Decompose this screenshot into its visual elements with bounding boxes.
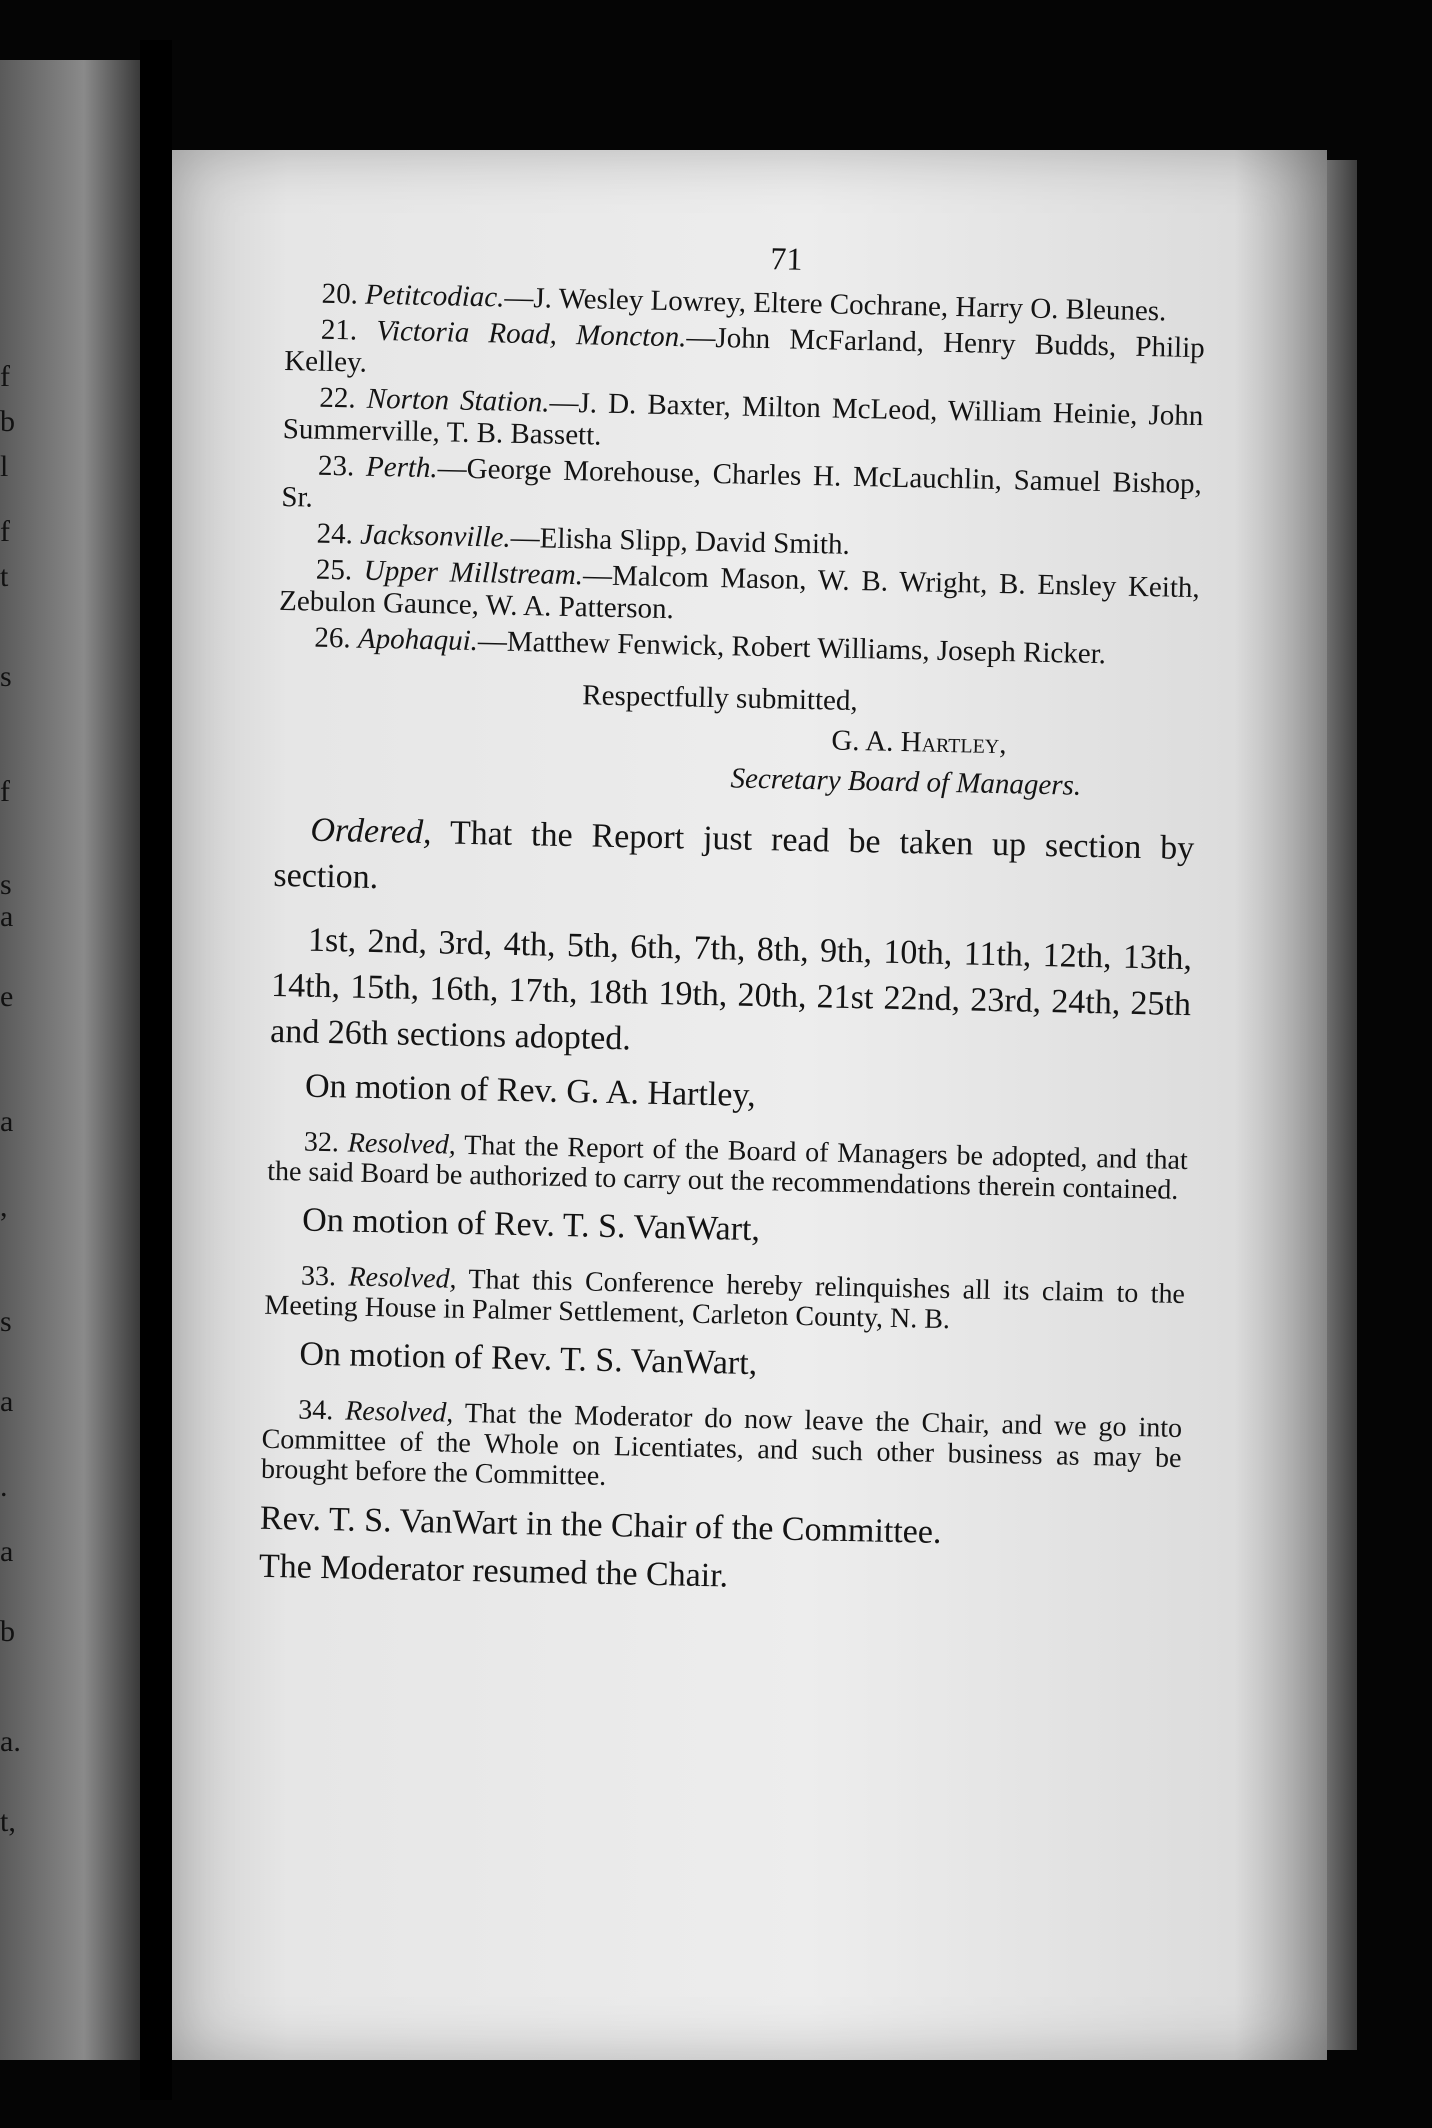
left-fragment: , — [0, 1190, 8, 1223]
motion-line: On motion of Rev. G. A. Hartley, — [304, 1067, 757, 1115]
motion-line: On motion of Rev. T. S. VanWart, — [299, 1335, 758, 1383]
place-name: Upper Millstream. — [363, 554, 584, 592]
place-name: Victoria Road, Moncton. — [376, 314, 687, 354]
closing-line: The Moderator resumed the Chair. — [258, 1547, 729, 1595]
signatory-title: Secretary Board of Managers. — [730, 762, 1082, 802]
resolution-33: 33. Resolved, That this Conference hereby relinquishes all its claim to the Meeting House in Palmer Settlement, Carleton County, N. B. — [264, 1260, 1186, 1336]
book-page — [172, 150, 1327, 2060]
place-name: Perth. — [365, 450, 439, 485]
list-item: 24. Jacksonville.—Elisha Slipp, David Smith. — [316, 517, 851, 561]
list-item: 20. Petitcodiac.—J. Wesley Lowrey, Eltere Cochrane, Harry O. Bleunes. — [321, 277, 1167, 328]
motion-line: On motion of Rev. T. S. VanWart, — [301, 1201, 761, 1249]
resolution-34: 34. Resolved, That the Moderator do now leave the Chair, and we go into Committee of the Whole on Licentiates, and such other business as may be brought before the Committee. — [260, 1394, 1183, 1492]
left-fragment: l — [0, 450, 9, 483]
closing-line: Rev. T. S. VanWart in the Chair of the Committee. — [259, 1499, 942, 1551]
left-fragment: f — [0, 360, 10, 393]
place-name: Petitcodiac. — [364, 278, 505, 314]
left-fragment: s — [0, 660, 12, 693]
place-name: Norton Station. — [366, 382, 550, 419]
place-name: Jacksonville. — [359, 518, 512, 554]
left-fragment: a. — [0, 1725, 21, 1758]
left-fragment: b — [0, 1615, 15, 1648]
sections-adopted-paragraph: 1st, 2nd, 3rd, 4th, 5th, 6th, 7th, 8th, 9th, 10th, 11th, 12th, 13th, 14th, 15th, 16th, 17th, 18th 19th, 20th, 21st 22nd, 23rd, 24th, 25th and 26th sections adopted. — [269, 921, 1193, 1058]
list-item: 21. Victoria Road, Moncton.—John McFarland, Henry Budds, Philip Kelley. — [283, 313, 1206, 379]
page-number: 71 — [770, 240, 803, 277]
left-fragment: s — [0, 1305, 12, 1338]
report-signature — [275, 669, 1197, 808]
page-text — [258, 230, 1206, 1610]
signatory-name: G. A. Hartley, — [831, 724, 1007, 761]
left-fragment: a — [0, 1535, 14, 1568]
book-gutter — [140, 40, 172, 2100]
left-fragment: a — [0, 900, 14, 933]
left-fragment: f — [0, 775, 10, 808]
list-item: 26. Apohaqui.—Matthew Fenwick, Robert Williams, Joseph Ricker. — [314, 621, 1107, 671]
left-fragment: s — [0, 868, 12, 901]
list-item: 22. Norton Station.—J. D. Baxter, Milton McLeod, William Heinie, John Summerville, T. B. Bassett. — [282, 381, 1204, 452]
left-fragment: a — [0, 1105, 14, 1138]
place-name: Apohaqui. — [357, 622, 479, 658]
left-fragment: a — [0, 1385, 14, 1418]
left-fragment: b — [0, 405, 15, 438]
resolution-32: 32. Resolved, That the Report of the Board of Managers be adopted, and that the said Board be authorized to carry out the recommendations therein contained. — [266, 1126, 1189, 1206]
left-page-edge — [0, 60, 140, 2060]
page-edge-shadow — [1327, 160, 1357, 2050]
left-fragment: t — [0, 560, 9, 593]
sign-off-line: Respectfully submitted, — [581, 679, 859, 718]
left-fragment: e — [0, 980, 14, 1013]
ordered-paragraph: Ordered, That the Report just read be taken up section by section. — [273, 811, 1195, 897]
list-item: 25. Upper Millstream.—Malcom Mason, W. B. Wright, B. Ensley Keith, Zebulon Gaunce, W. A. Patterson. — [278, 553, 1201, 626]
left-fragment: t, — [0, 1805, 16, 1838]
left-fragment: . — [0, 1470, 8, 1503]
left-fragment: f — [0, 515, 10, 548]
list-item: 23. Perth.—George Morehouse, Charles H. McLauchlin, Samuel Bishop, Sr. — [281, 449, 1203, 514]
